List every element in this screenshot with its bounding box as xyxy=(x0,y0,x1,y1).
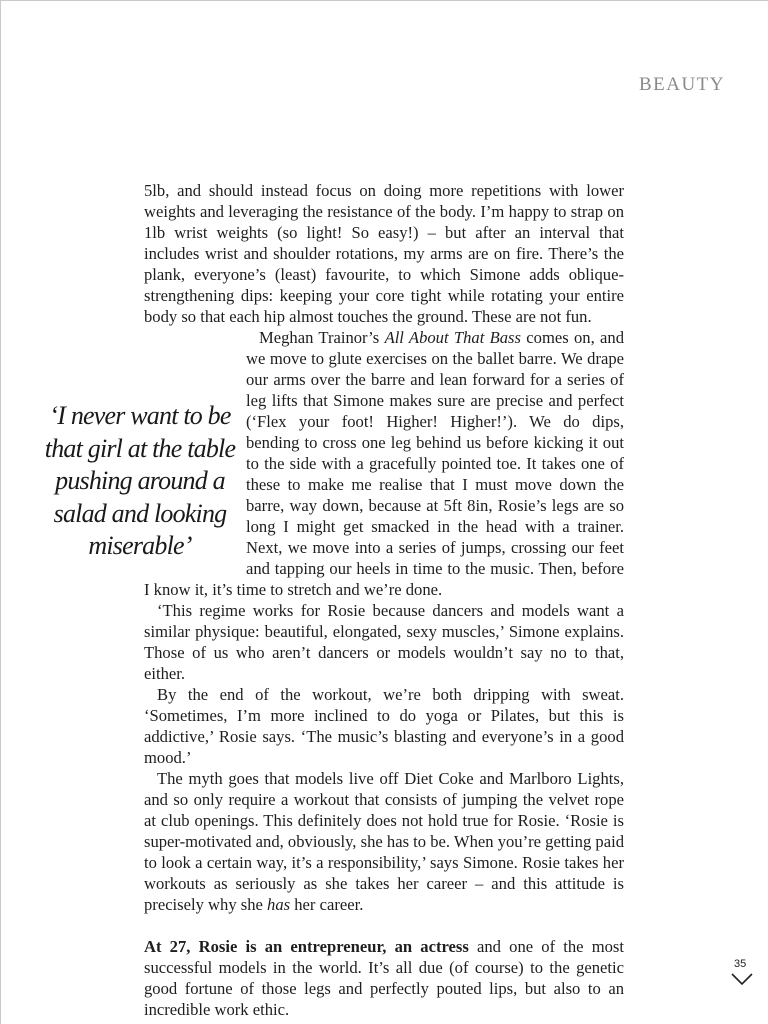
chevron-down-icon[interactable] xyxy=(731,972,753,986)
paragraph-5-start: The myth goes that models live off Diet Coke and Marlboro Lights, and so only require a workout that consists of jumping the velvet rope at club openings. This definitely does not hold true for Rosie. ‘Rosie is super-motivated and, obviously, she has to be. When you’re getting paid to look a certain way, it’s a responsibility,’ says Simone. Rosie takes her workouts as seriously as she takes her career – and this attitude is precisely why she xyxy=(144,769,624,914)
paragraph-4: By the end of the workout, we’re both dripping with sweat. ‘Sometimes, I’m more inclined to do yoga or Pilates, but this is addictive,’ Rosie says. ‘The music’s blasting and everyone’s in a good mood.’ xyxy=(144,685,624,767)
article-body xyxy=(144,180,624,1020)
paragraph-2-start: Meghan Trainor’s xyxy=(259,328,385,347)
lead-in-bold: At 27, Rosie is an entrepreneur, an actress xyxy=(144,937,469,956)
pull-quote: ‘I never want to be that girl at the table pushing around a salad and looking miserable’ xyxy=(44,401,236,560)
paragraph-2-end: comes on, and we move to glute exercises on the ballet barre. We drape our arms over the barre and lean forward for a series of leg lifts that Simone makes sure are precise and perfect (‘Flex your foot! Higher! Higher!’). We do dips, bending to cross one leg behind us before kicking it out to the side with a gracefully pointed toe. It takes one of these to make me realise that I must move down the barre, way down, because at 5ft 8in, Rosie’s legs are so long I might get smacked in the head with a trainer. Next, we move into a series of jumps, crossing our feet and tapping our heels in time to the music. Then, before I know it, it’s time to stretch and we’re done. xyxy=(144,328,625,599)
emphasis-has: has xyxy=(267,895,291,914)
page-border-left xyxy=(0,0,1,1024)
paragraph-5 xyxy=(144,768,624,915)
section-label: BEAUTY xyxy=(638,74,725,95)
page-number: 35 xyxy=(734,958,747,970)
paragraph-1: 5lb, and should instead focus on doing more repetitions with lower weights and leveraging the resistance of the body. I’m happy to strap on 1lb wrist weights (so light! So easy!) – but after an interval that includes wrist and shoulder rotations, my arms are on fire. There’s the plank, everyone’s (least) favourite, to which Simone adds oblique-strengthening dips: keeping your core tight while rotating your entire body so that each hip almost touches the ground. These are not fun. xyxy=(144,181,624,326)
paragraph-5-end: her career. xyxy=(290,895,364,914)
song-title: All About That Bass xyxy=(384,328,521,347)
paragraph-6 xyxy=(144,936,624,1020)
paragraph-3: ‘This regime works for Rosie because dancers and models want a similar physique: beautiful, elongated, sexy muscles,’ Simone explains. Those of us who aren’t dancers or models wouldn’t say no to that, either. xyxy=(144,601,624,683)
page-border-top xyxy=(0,0,768,1)
paragraph-6-rest: and one of the most successful models in the world. It’s all due (of course) to the genetic good fortune of those legs and perfectly pouted lips, but also to an incredible work ethic. xyxy=(144,937,624,1019)
